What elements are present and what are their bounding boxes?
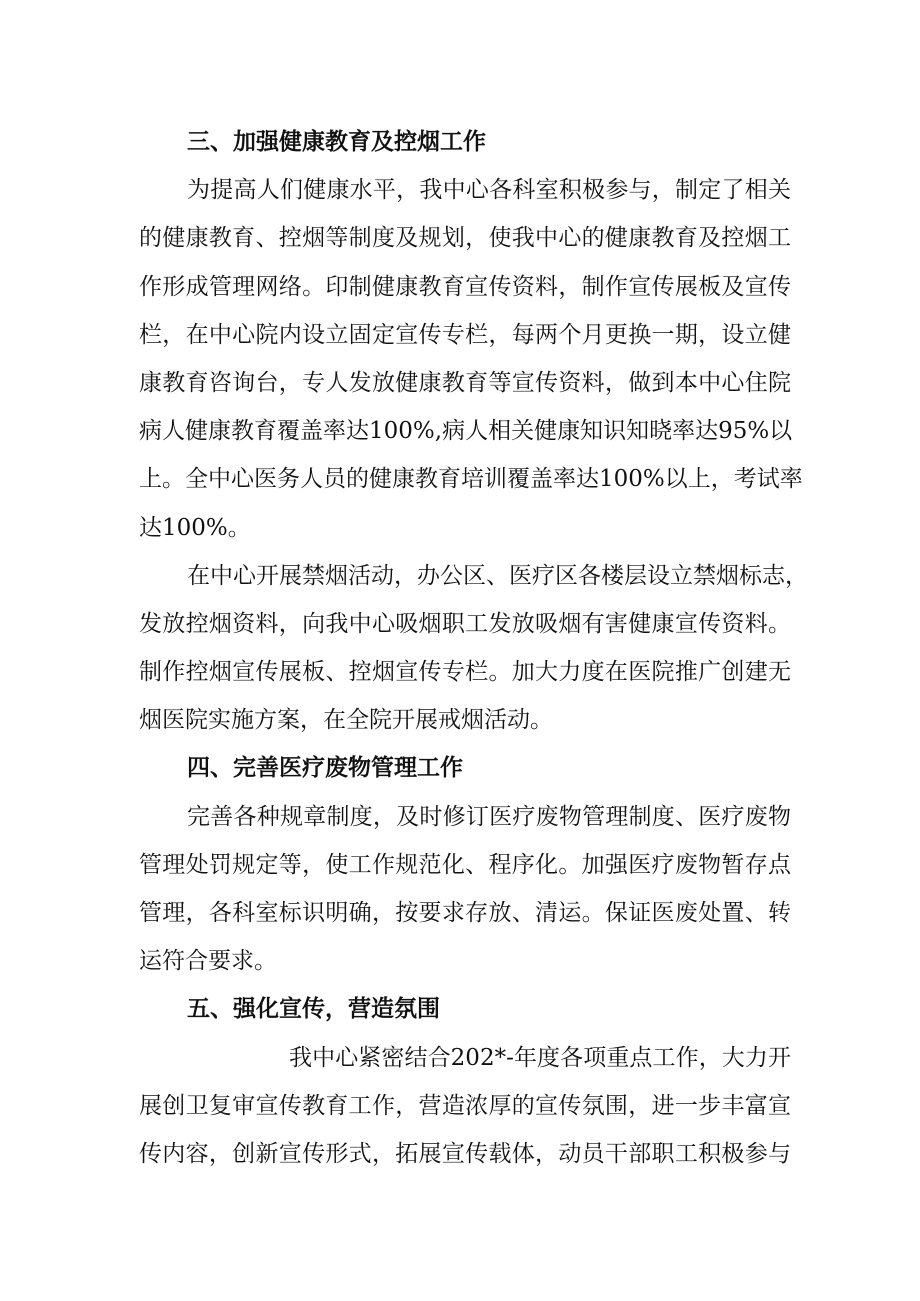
section-heading-medical-waste: 四、完善医疗废物管理工作 <box>187 755 463 782</box>
section-heading-publicity: 五、强化宣传，营造氛围 <box>187 996 440 1023</box>
paragraph-line: 作形成管理网络。印制健康教育宣传资料，制作宣传展板及宣传 <box>139 273 791 300</box>
paragraph-line: 完善各种规章制度，及时修订医疗废物管理制度、医疗废物 <box>187 803 791 830</box>
paragraph-line: 康教育咨询台，专人发放健康教育等宣传资料，做到本中心住院 <box>139 369 791 396</box>
paragraph-line: 上。全中心医务人员的健康教育培训覆盖率达100%以上，考试率 <box>139 466 803 493</box>
paragraph-line: 栏，在中心院内设立固定宣传专栏，每两个月更换一期，设立健 <box>139 321 791 348</box>
paragraph-line: 展创卫复审宣传教育工作，营造浓厚的宣传氛围，进一步丰富宣 <box>139 1092 791 1119</box>
paragraph-line: 的健康教育、控烟等制度及规划，使我中心的健康教育及控烟工 <box>139 225 791 252</box>
document-body <box>139 118 808 1178</box>
paragraph-line: 制作控烟宣传展板、控烟宣传专栏。加大力度在医院推广创建无 <box>139 659 791 686</box>
paragraph-line: 为提高人们健康水平，我中心各科室积极参与，制定了相关 <box>187 177 791 204</box>
paragraph-line: 我中心紧密结合202*-年度各项重点工作，大力开 <box>289 1044 791 1071</box>
paragraph-publicity <box>139 1034 791 1179</box>
paragraph-health-education <box>139 166 803 552</box>
paragraph-medical-waste <box>139 793 791 986</box>
paragraph-line: 管理处罚规定等，使工作规范化、程序化。加强医疗废物暂存点 <box>139 851 791 878</box>
paragraph-line: 发放控烟资料，向我中心吸烟职工发放吸烟有害健康宣传资料。 <box>139 610 791 637</box>
section-heading-health-education: 三、加强健康教育及控烟工作 <box>187 129 486 155</box>
paragraph-line: 病人健康教育覆盖率达100%,病人相关健康知识知晓率达95%以 <box>139 418 793 445</box>
paragraph-line: 烟医院实施方案，在全院开展戒烟活动。 <box>139 707 553 734</box>
paragraph-line: 在中心开展禁烟活动，办公区、医疗区各楼层设立禁烟标志， <box>187 562 808 589</box>
paragraph-line: 运符合要求。 <box>139 948 277 975</box>
paragraph-tobacco-control <box>139 552 808 745</box>
paragraph-line: 管理，各科室标识明确，按要求存放、清运。保证医废处置、转 <box>139 900 791 926</box>
paragraph-line: 达100%。 <box>139 514 251 541</box>
paragraph-line: 传内容，创新宣传形式，拓展宣传载体，动员干部职工积极参与 <box>139 1140 791 1167</box>
